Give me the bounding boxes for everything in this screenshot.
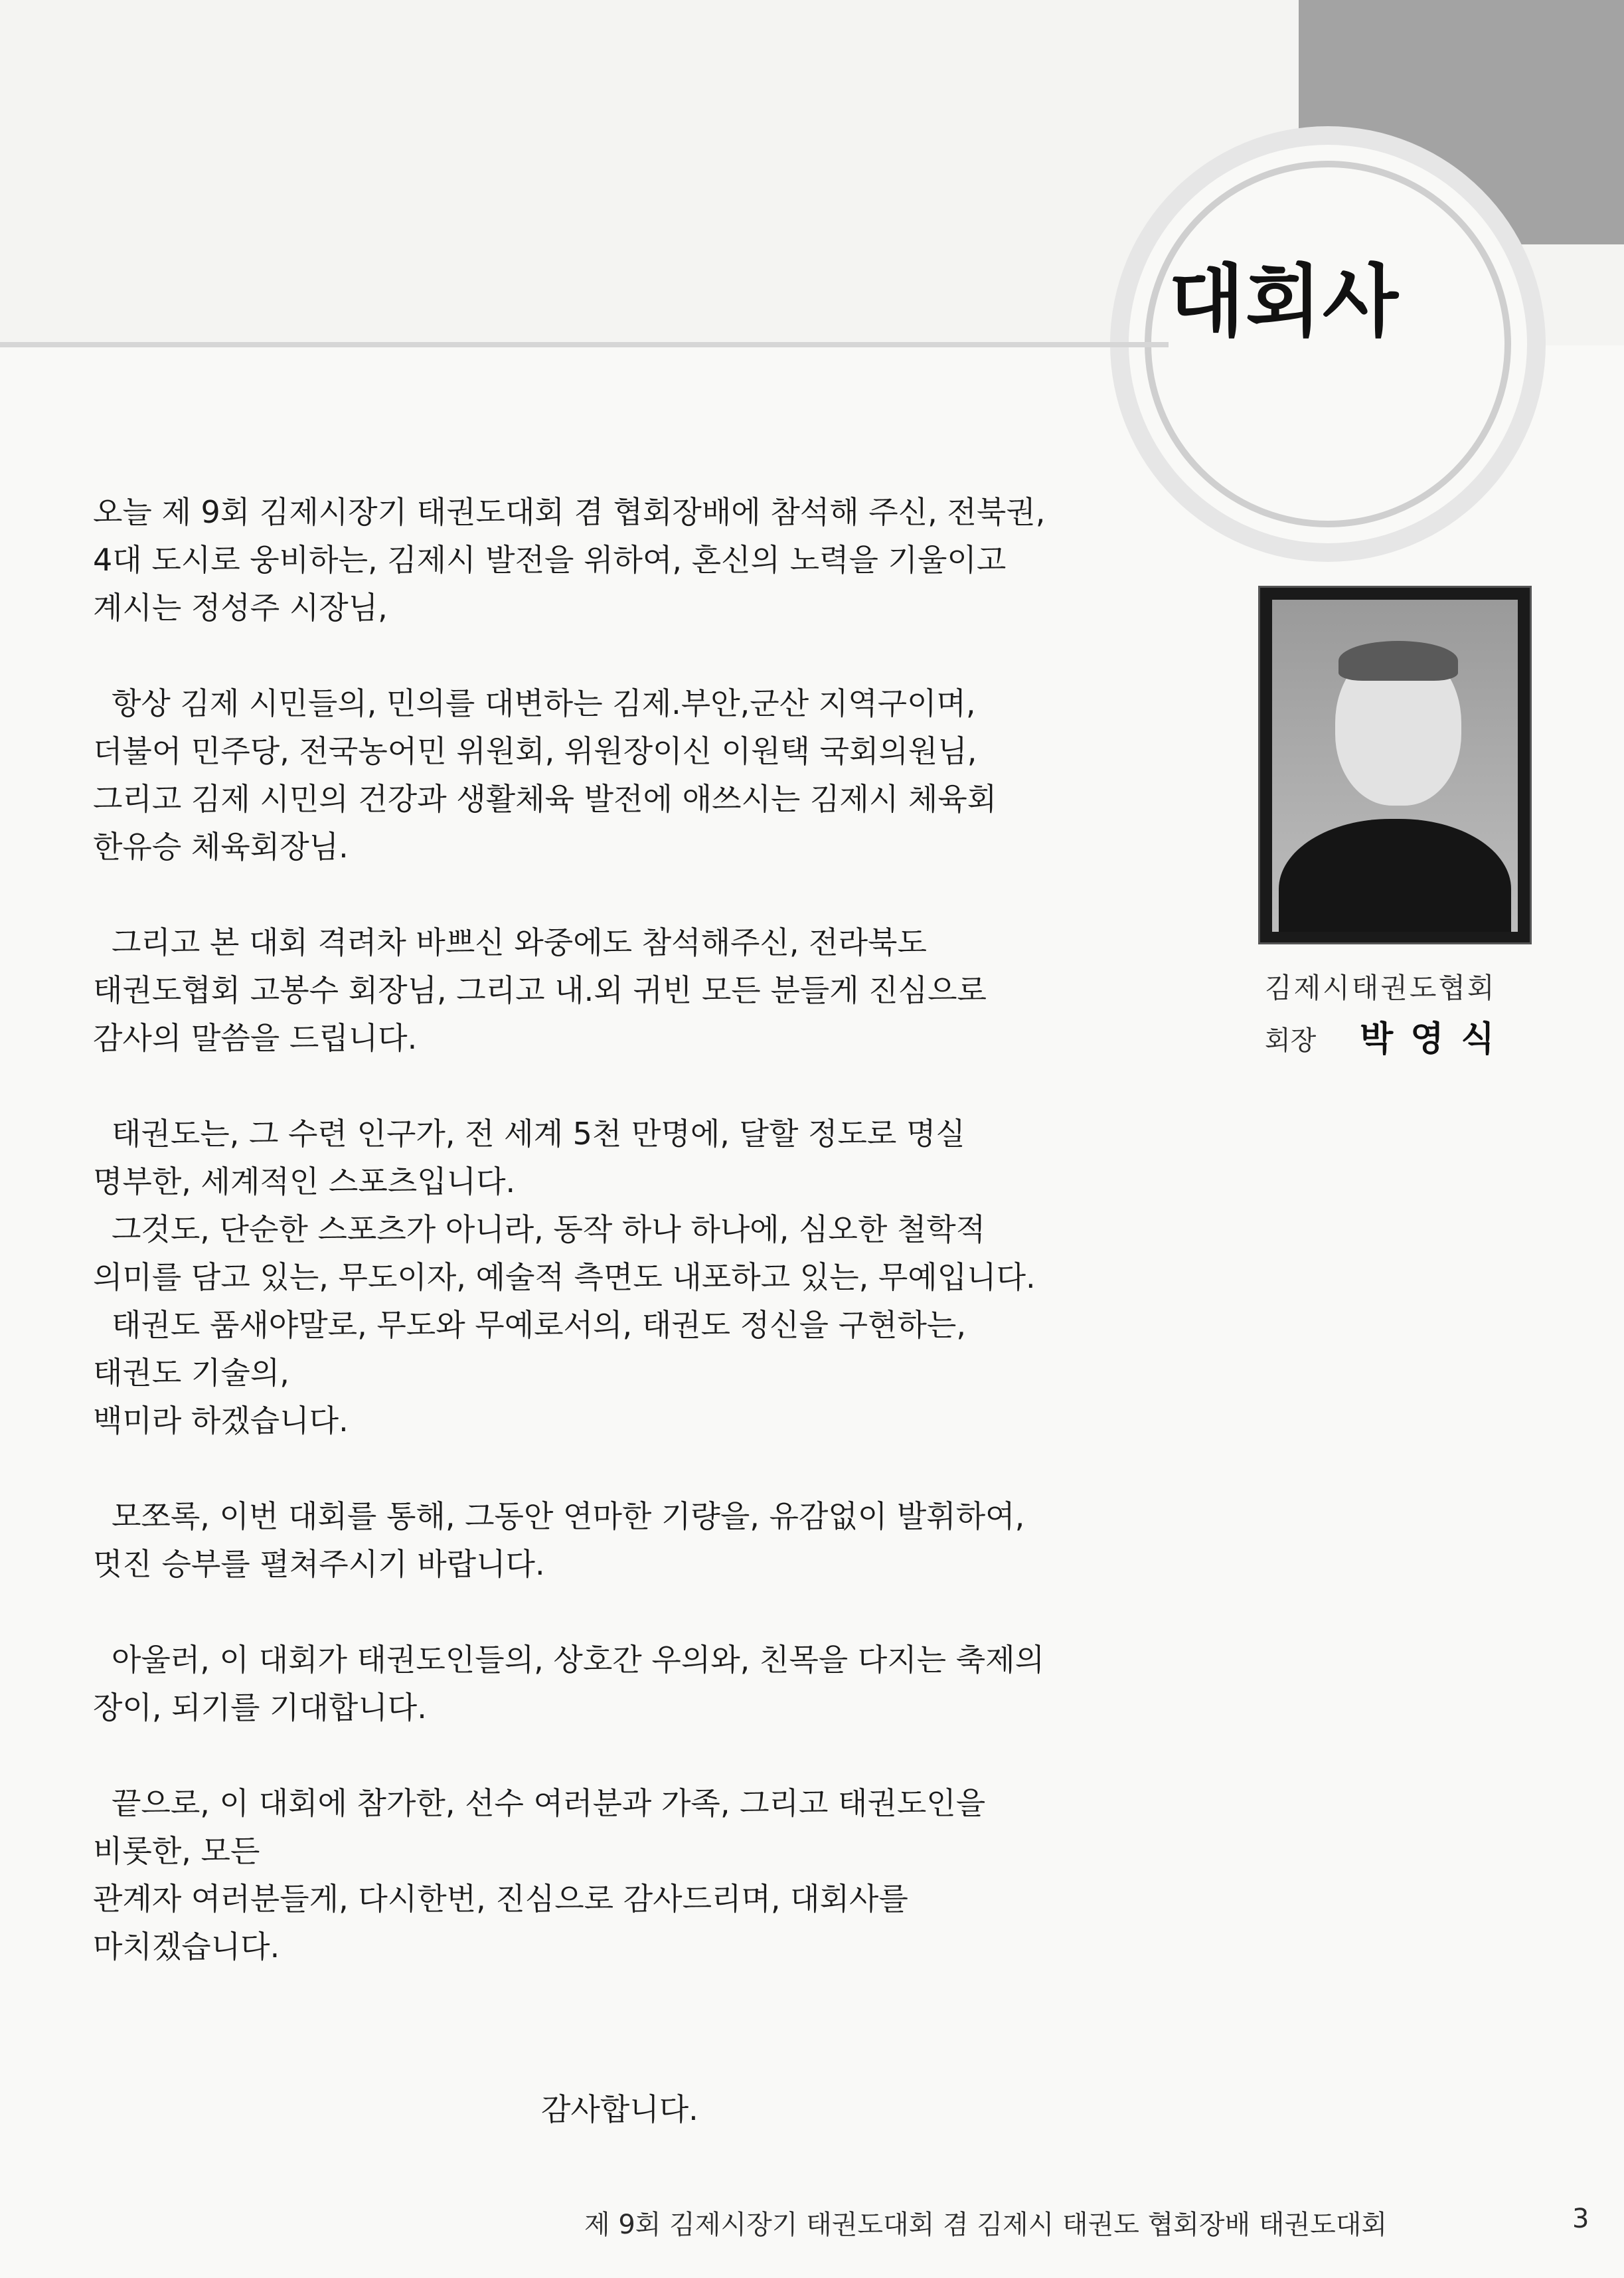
page-number: 3	[1572, 2204, 1589, 2234]
text-line: 끝으로, 이 대회에 참가한, 선수 여러분과 가족, 그리고 태권도인을	[112, 1785, 986, 1821]
portrait-photo	[1258, 586, 1532, 944]
footer-title: 제 9회 김제시장기 태권도대회 겸 김제시 태권도 협회장배 태권도대회	[584, 2210, 1388, 2240]
profile-organization: 김제시태권도협회	[1265, 972, 1497, 1004]
profile-name: 박영식	[1360, 1019, 1512, 1059]
closing-remark: 감사합니다.	[541, 2091, 698, 2127]
portrait-background	[1272, 600, 1518, 932]
text-line: 항상 김제 시민들의, 민의를 대변하는 김제.부안,군산 지역구이며,	[112, 685, 976, 721]
text-line: 그리고 김제 시민의 건강과 생활체육 발전에 애쓰시는 김제시 체육회	[93, 781, 997, 817]
text-line: 더불어 민주당, 전국농어민 위원회, 위원장이신 이원택 국회의원님,	[93, 733, 977, 769]
speech-body	[93, 488, 1182, 2018]
header-divider	[0, 342, 1169, 347]
text-line: 4대 도시로 웅비하는, 김제시 발전을 위하여, 혼신의 노력을 기울이고	[93, 542, 1007, 578]
page-title: 대회사	[1169, 255, 1400, 347]
text-line: 한유승 체육회장님.	[93, 829, 349, 865]
text-line: 관계자 여러분들게, 다시한번, 진심으로 감사드리며, 대회사를	[93, 1881, 908, 1917]
text-line: 의미를 담고 있는, 무도이자, 예술적 측면도 내포하고 있는, 무예입니다.	[93, 1259, 1036, 1295]
text-line: 태권도협회 고봉수 회장님, 그리고 내.외 귀빈 모든 분들게 진심으로	[93, 972, 987, 1008]
profile-role: 회장	[1265, 1025, 1317, 1056]
text-line: 마치겠습니다.	[93, 1929, 280, 1965]
paragraph	[93, 1636, 1182, 1731]
text-line: 그리고 본 대회 격려차 바쁘신 와중에도 참석해주신, 전라북도	[112, 924, 927, 960]
paragraph	[93, 488, 1182, 632]
paragraph	[93, 919, 1182, 1062]
text-line: 태권도 품새야말로, 무도와 무예로서의, 태권도 정신을 구현하는,	[112, 1307, 966, 1343]
text-line: 감사의 말씀을 드립니다.	[93, 1020, 418, 1056]
text-line: 오늘 제 9회 김제시장기 태권도대회 겸 협회장배에 참석해 주신, 전북권,	[93, 494, 1046, 530]
paragraph	[93, 1779, 1182, 1971]
text-line: 태권도는, 그 수련 인구가, 전 세계 5천 만명에, 달할 정도로 명실	[112, 1116, 965, 1152]
portrait-body	[1279, 819, 1511, 932]
text-line: 비롯한, 모든	[93, 1833, 260, 1869]
text-line: 태권도 기술의,	[93, 1355, 289, 1391]
text-line: 모쪼록, 이번 대회를 통해, 그동안 연마한 기량을, 유감없이 발휘하여,	[112, 1498, 1025, 1534]
text-line: 장이, 되기를 기대합니다.	[93, 1690, 427, 1725]
text-line: 계시는 정성주 시장님,	[93, 590, 388, 626]
text-line: 멋진 승부를 펼쳐주시기 바랍니다.	[93, 1546, 545, 1582]
text-line: 백미라 하겠습니다.	[93, 1403, 349, 1439]
paragraph	[93, 679, 1182, 871]
text-line: 명부한, 세계적인 스포츠입니다.	[93, 1164, 516, 1199]
paragraph	[93, 1492, 1182, 1588]
portrait-hair	[1339, 641, 1458, 681]
text-line: 아울러, 이 대회가 태권도인들의, 상호간 우의와, 친목을 다지는 축제의	[112, 1642, 1045, 1678]
paragraph	[93, 1110, 1182, 1445]
text-line: 그것도, 단순한 스포츠가 아니라, 동작 하나 하나에, 심오한 철학적	[112, 1211, 986, 1247]
